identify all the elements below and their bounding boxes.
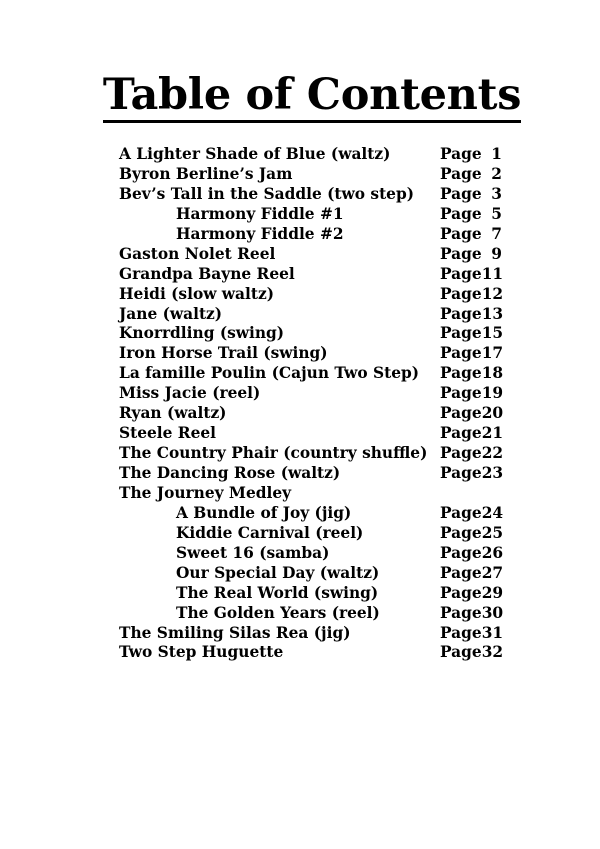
toc-page-number: 12	[481, 284, 504, 303]
toc-entry-page-ref	[440, 245, 502, 265]
toc-page-number: 15	[481, 324, 504, 343]
toc-page-label: Page	[440, 324, 482, 343]
toc-entry-page-ref	[440, 145, 502, 165]
toc-entry	[119, 265, 519, 285]
toc-entry-page-ref	[440, 624, 502, 644]
toc-page-label: Page	[440, 543, 482, 562]
toc-page-label: Page	[440, 145, 482, 163]
toc-entry-title: The Journey Medley	[119, 483, 292, 502]
toc-page-number: 24	[481, 503, 504, 522]
toc-page-label: Page	[440, 523, 482, 542]
toc-entry-page-ref	[440, 344, 502, 364]
toc-page-label: Page	[440, 563, 482, 582]
toc-page-number: 19	[481, 384, 504, 403]
toc-entry	[119, 185, 519, 205]
toc-page-label: Page	[440, 344, 482, 363]
toc-entry	[119, 145, 519, 165]
toc-page-number: 5	[491, 204, 502, 223]
toc-page-label: Page	[440, 224, 482, 243]
toc-entry-title: Sweet 16 (samba)	[176, 543, 330, 562]
toc-page-number: 9	[491, 244, 502, 263]
toc-entry-title: The Smiling Silas Rea (jig)	[119, 623, 351, 642]
toc-entry-title: Gaston Nolet Reel	[119, 244, 276, 263]
toc-page-number: 21	[481, 424, 504, 443]
toc-page-label: Page	[440, 424, 482, 443]
toc-entry-title: Byron Berline’s Jam	[119, 164, 293, 183]
toc-entry-title: A Bundle of Joy (jig)	[176, 503, 352, 522]
toc-page-number: 31	[481, 623, 504, 642]
toc-entry	[119, 165, 519, 185]
toc-entry-page-ref	[440, 285, 502, 305]
toc-entry	[119, 364, 519, 384]
toc-entry	[119, 444, 519, 464]
toc-page-number: 13	[481, 304, 504, 323]
toc-entry-title: Two Step Huguette	[119, 643, 284, 662]
toc-page-number: 27	[481, 563, 504, 582]
toc-page-number: 30	[481, 603, 504, 622]
toc-entry	[119, 424, 519, 444]
toc-entry	[119, 584, 519, 604]
toc-page-label: Page	[440, 364, 482, 383]
toc-entry	[119, 205, 519, 225]
page-title	[0, 68, 600, 123]
toc-page-number: 23	[481, 464, 504, 482]
toc-entry	[119, 484, 519, 504]
toc-entry-title: Miss Jacie (reel)	[119, 384, 261, 403]
toc-page-label: Page	[440, 464, 482, 482]
toc-page-number: 11	[481, 264, 504, 283]
toc-page-label: Page	[440, 643, 482, 662]
toc-entry-title: Our Special Day (waltz)	[176, 563, 380, 582]
toc-entry-page-ref	[440, 364, 502, 384]
toc-entry-page-ref	[440, 165, 502, 185]
toc-page-label: Page	[440, 603, 482, 622]
toc-entry	[119, 245, 519, 265]
toc-entry	[119, 504, 519, 524]
toc-entry-title: La famille Poulin (Cajun Two Step)	[119, 364, 420, 383]
toc-entry	[119, 544, 519, 564]
toc-entry	[119, 464, 519, 484]
toc-entry-page-ref	[440, 384, 502, 404]
toc-page-number: 25	[481, 523, 504, 542]
toc-page-number: 20	[481, 404, 504, 423]
toc-page-number: 26	[481, 543, 504, 562]
toc-entry-title: The Golden Years (reel)	[176, 603, 380, 622]
toc-page-number: 22	[481, 444, 504, 463]
toc-page-label: Page	[440, 184, 482, 203]
toc-entry	[119, 225, 519, 245]
toc-entry-page-ref	[440, 205, 502, 225]
toc-entry	[119, 643, 519, 663]
toc-entry-title: Iron Horse Trail (swing)	[119, 344, 328, 363]
toc-page-label: Page	[440, 503, 482, 522]
toc-entry-title: Knorrdling (swing)	[119, 324, 285, 343]
toc-entry	[119, 624, 519, 644]
toc-entry-title: Ryan (waltz)	[119, 404, 227, 423]
toc-page-label: Page	[440, 404, 482, 423]
toc-page-number: 3	[491, 184, 502, 203]
toc-entry	[119, 564, 519, 584]
toc-entry-page-ref	[440, 604, 502, 624]
toc-entry-page-ref	[440, 305, 502, 325]
toc-entry-page-ref	[440, 444, 502, 464]
toc-page-number: 7	[491, 224, 502, 243]
toc-entry-page-ref	[440, 404, 502, 424]
toc-entry	[119, 344, 519, 364]
toc-entry	[119, 604, 519, 624]
toc-entry-page-ref	[440, 544, 502, 564]
toc-page-number: 32	[481, 643, 504, 662]
toc-page-label: Page	[440, 623, 482, 642]
toc-entry-page-ref	[440, 324, 502, 344]
toc-page-number: 18	[481, 364, 504, 383]
toc-page-label: Page	[440, 304, 482, 323]
toc-entry-title: The Country Phair (country shuffle)	[119, 444, 428, 463]
toc-page-label: Page	[440, 583, 482, 602]
page-title-text: Table of Contents	[103, 70, 521, 123]
toc-entry	[119, 384, 519, 404]
toc-page-label: Page	[440, 264, 482, 283]
toc-entry-title: Kiddie Carnival (reel)	[176, 523, 364, 542]
toc-entry	[119, 404, 519, 424]
toc-page-label: Page	[440, 204, 482, 223]
toc-entry-title: The Dancing Rose (waltz)	[119, 464, 341, 482]
toc-entry	[119, 524, 519, 544]
toc-entry-title: Jane (waltz)	[119, 304, 223, 323]
toc-entry-page-ref	[440, 265, 502, 285]
toc-entry-title: The Real World (swing)	[176, 583, 379, 602]
toc-entry-page-ref	[440, 504, 502, 524]
toc-entry-page-ref	[440, 643, 502, 663]
toc-entry-page-ref	[440, 564, 502, 584]
toc-entry-page-ref	[440, 424, 502, 444]
toc-page-label: Page	[440, 444, 482, 463]
toc-entry-title: Bev’s Tall in the Saddle (two step)	[119, 184, 415, 203]
toc-entry	[119, 324, 519, 344]
toc-page-label: Page	[440, 284, 482, 303]
toc-page-number: 2	[491, 164, 502, 183]
toc-entry-title: Heidi (slow waltz)	[119, 284, 275, 303]
toc-page-label: Page	[440, 384, 482, 403]
toc-entry-title: Grandpa Bayne Reel	[119, 264, 295, 283]
toc-entry-page-ref	[440, 584, 502, 604]
toc-entry-title: Steele Reel	[119, 424, 217, 443]
toc-page-label: Page	[440, 164, 482, 183]
toc-entry-page-ref	[440, 464, 502, 484]
table-of-contents-list	[119, 145, 519, 663]
toc-entry	[119, 285, 519, 305]
toc-entry-title: Harmony Fiddle #1	[176, 204, 344, 223]
toc-page-number: 29	[481, 583, 504, 602]
toc-entry-page-ref	[440, 185, 502, 205]
toc-page-label: Page	[440, 244, 482, 263]
toc-entry	[119, 305, 519, 325]
toc-page-number: 1	[491, 145, 502, 163]
toc-entry-title: A Lighter Shade of Blue (waltz)	[119, 145, 391, 163]
toc-entry-title: Harmony Fiddle #2	[176, 224, 344, 243]
toc-entry-page-ref	[440, 524, 502, 544]
toc-entry-page-ref	[440, 225, 502, 245]
toc-page-number: 17	[481, 344, 504, 363]
